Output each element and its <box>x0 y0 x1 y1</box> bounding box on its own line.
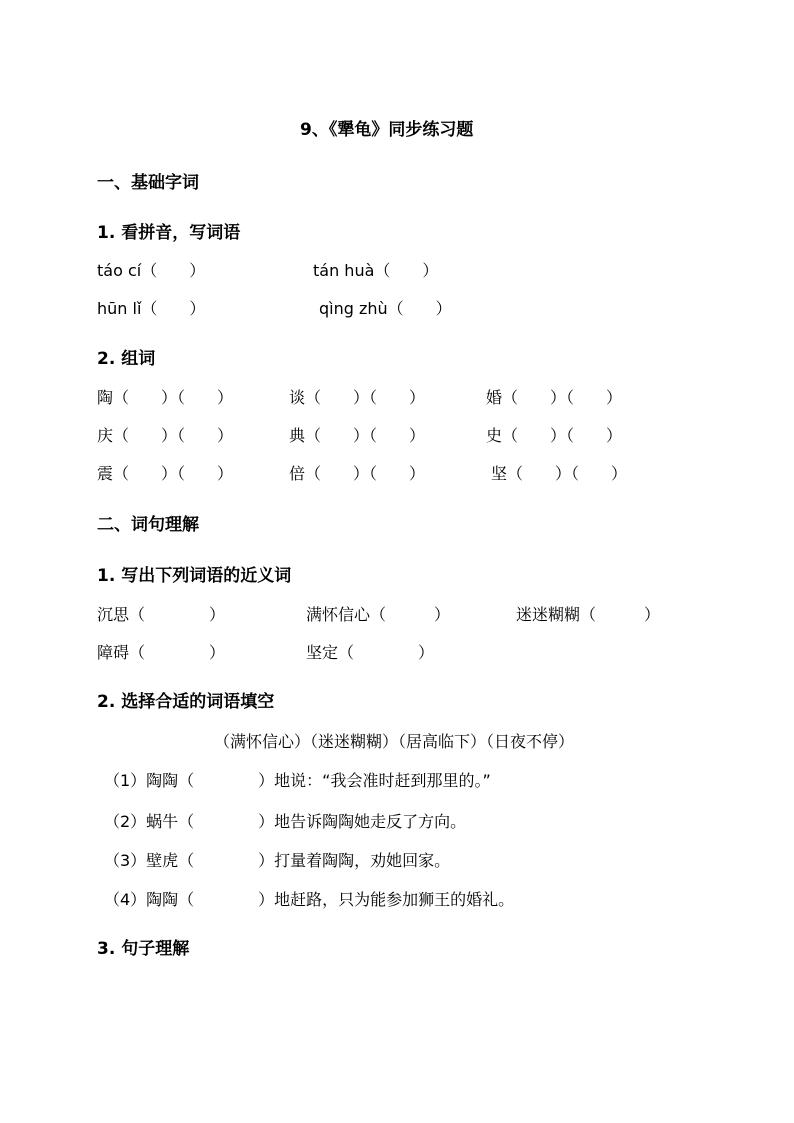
word-building-item: 典（ ）（ ） <box>289 426 426 445</box>
fill-blank-item: （4）陶陶（ ）地赶路，只为能参加狮王的婚礼。 <box>104 890 515 909</box>
section-heading-comprehension: 二、词句理解 <box>97 515 199 535</box>
word-building-item: 震（ ）（ ） <box>97 464 234 483</box>
page-title: 9、《犟龟》同步练习题 <box>300 120 474 140</box>
synonym-item: 障碍（ ） <box>97 643 226 662</box>
question-heading-synonyms: 1. 写出下列词语的近义词 <box>97 566 292 586</box>
pinyin-item: tán huà（ ） <box>313 261 439 280</box>
fill-blank-item: （2）蜗牛（ ）地告诉陶陶她走反了方向。 <box>104 812 467 831</box>
word-building-item: 庆（ ）（ ） <box>97 426 234 445</box>
word-building-item: 倍（ ）（ ） <box>289 464 426 483</box>
pinyin-item: qìng zhù（ ） <box>319 299 452 318</box>
word-building-item: 婚（ ）（ ） <box>486 388 623 407</box>
synonym-item: 坚定（ ） <box>306 643 435 662</box>
word-building-item: 坚（ ）（ ） <box>491 464 628 483</box>
word-options: （满怀信心）（迷迷糊糊）（居高临下）（日夜不停） <box>214 732 575 751</box>
question-heading-word-building: 2. 组词 <box>97 349 156 369</box>
question-heading-fill-blanks: 2. 选择合适的词语填空 <box>97 692 275 712</box>
section-heading-basic-words: 一、基础字词 <box>97 173 199 193</box>
word-building-item: 谈（ ）（ ） <box>289 388 426 407</box>
fill-blank-item: （3）壁虎（ ）打量着陶陶，劝她回家。 <box>104 851 451 870</box>
word-building-item: 史（ ）（ ） <box>486 426 623 445</box>
synonym-item: 满怀信心（ ） <box>306 605 451 624</box>
pinyin-item: hūn lǐ（ ） <box>97 299 206 318</box>
word-building-item: 陶（ ）（ ） <box>97 388 234 407</box>
synonym-item: 沉思（ ） <box>97 605 226 624</box>
question-heading-sentence-comprehension: 3. 句子理解 <box>97 939 190 959</box>
fill-blank-item: （1）陶陶（ ）地说：“我会准时赶到那里的。” <box>104 771 491 790</box>
question-heading-pinyin: 1. 看拼音，写词语 <box>97 223 241 243</box>
synonym-item: 迷迷糊糊（ ） <box>516 605 661 624</box>
pinyin-item: táo cí（ ） <box>97 261 206 280</box>
